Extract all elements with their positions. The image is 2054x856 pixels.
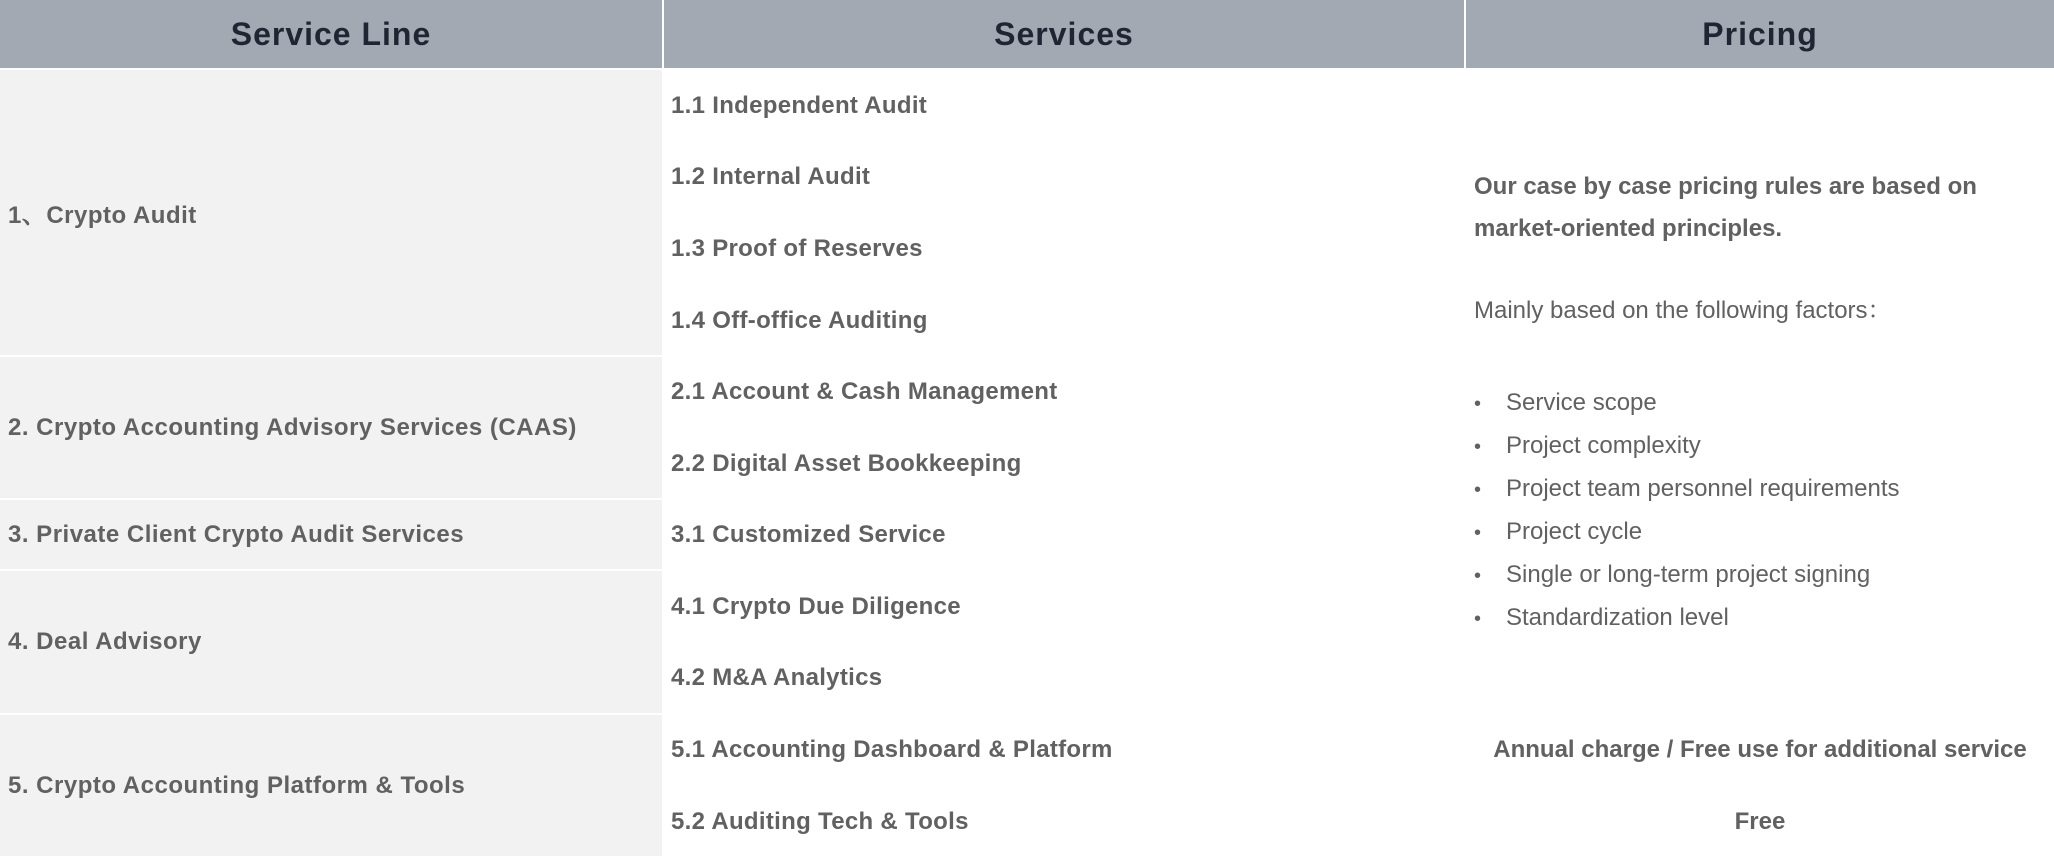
service-item-internal-audit: 1.2 Internal Audit bbox=[671, 163, 871, 190]
pricing-factor-list bbox=[1474, 382, 1900, 640]
service-item-independent-audit: 1.1 Independent Audit bbox=[671, 92, 928, 119]
factor-item-service-scope bbox=[1474, 382, 1900, 425]
service-item-crypto-due-diligence: 4.1 Crypto Due Diligence bbox=[671, 593, 961, 620]
factor-label: Project complexity bbox=[1506, 432, 1701, 459]
service-line-header: Service Line bbox=[0, 0, 662, 68]
factor-label: Service scope bbox=[1506, 389, 1657, 416]
service-item-account-cash-management: 2.1 Account & Cash Management bbox=[671, 378, 1058, 405]
pricing-column bbox=[1466, 70, 2054, 856]
pricing-factors-heading: Mainly based on the following factors： bbox=[1474, 297, 1892, 324]
bullet-icon: • bbox=[1474, 393, 1482, 415]
service-line-deal-advisory: 4. Deal Advisory bbox=[0, 571, 662, 713]
service-line-platform-tools: 5. Crypto Accounting Platform & Tools bbox=[0, 715, 662, 856]
service-item-proof-of-reserves: 1.3 Proof of Reserves bbox=[671, 235, 923, 262]
factor-item-team-requirements bbox=[1474, 468, 1900, 511]
service-item-accounting-dashboard: 5.1 Accounting Dashboard & Platform bbox=[671, 736, 1113, 763]
factor-item-project-signing bbox=[1474, 554, 1900, 597]
tools-pricing-text: Free bbox=[1734, 808, 1786, 835]
bullet-icon: • bbox=[1474, 608, 1482, 630]
service-item-customized-service: 3.1 Customized Service bbox=[671, 521, 946, 548]
service-item-auditing-tech-tools: 5.2 Auditing Tech & Tools bbox=[671, 808, 969, 835]
pricing-intro-text: Our case by case pricing rules are based on market-oriented principles. bbox=[1474, 173, 1977, 242]
service-line-private-client-audit: 3. Private Client Crypto Audit Services bbox=[0, 500, 662, 569]
services-column bbox=[664, 70, 1464, 856]
service-line-crypto-audit: 1、Crypto Audit bbox=[0, 70, 662, 355]
bullet-icon: • bbox=[1474, 522, 1482, 544]
factor-item-project-complexity bbox=[1474, 425, 1900, 468]
bullet-icon: • bbox=[1474, 565, 1482, 587]
pricing-header: Pricing bbox=[1466, 0, 2054, 68]
bullet-icon: • bbox=[1474, 436, 1482, 458]
service-item-digital-asset-bookkeeping: 2.2 Digital Asset Bookkeeping bbox=[671, 450, 1022, 477]
factor-label: Standardization level bbox=[1506, 604, 1729, 631]
service-item-off-office-auditing: 1.4 Off-office Auditing bbox=[671, 307, 928, 334]
factor-item-project-cycle bbox=[1474, 511, 1900, 554]
service-line-caas: 2. Crypto Accounting Advisory Services (CAAS) bbox=[0, 357, 662, 498]
factor-label: Project cycle bbox=[1506, 518, 1643, 545]
factor-item-standardization-level bbox=[1474, 597, 1900, 640]
service-item-ma-analytics: 4.2 M&A Analytics bbox=[671, 664, 883, 691]
platform-pricing-text: Annual charge / Free use for additional service bbox=[1493, 736, 2027, 763]
bullet-icon: • bbox=[1474, 479, 1482, 501]
factor-label: Single or long-term project signing bbox=[1506, 561, 1871, 588]
services-header: Services bbox=[664, 0, 1464, 68]
factor-label: Project team personnel requirements bbox=[1506, 475, 1900, 502]
